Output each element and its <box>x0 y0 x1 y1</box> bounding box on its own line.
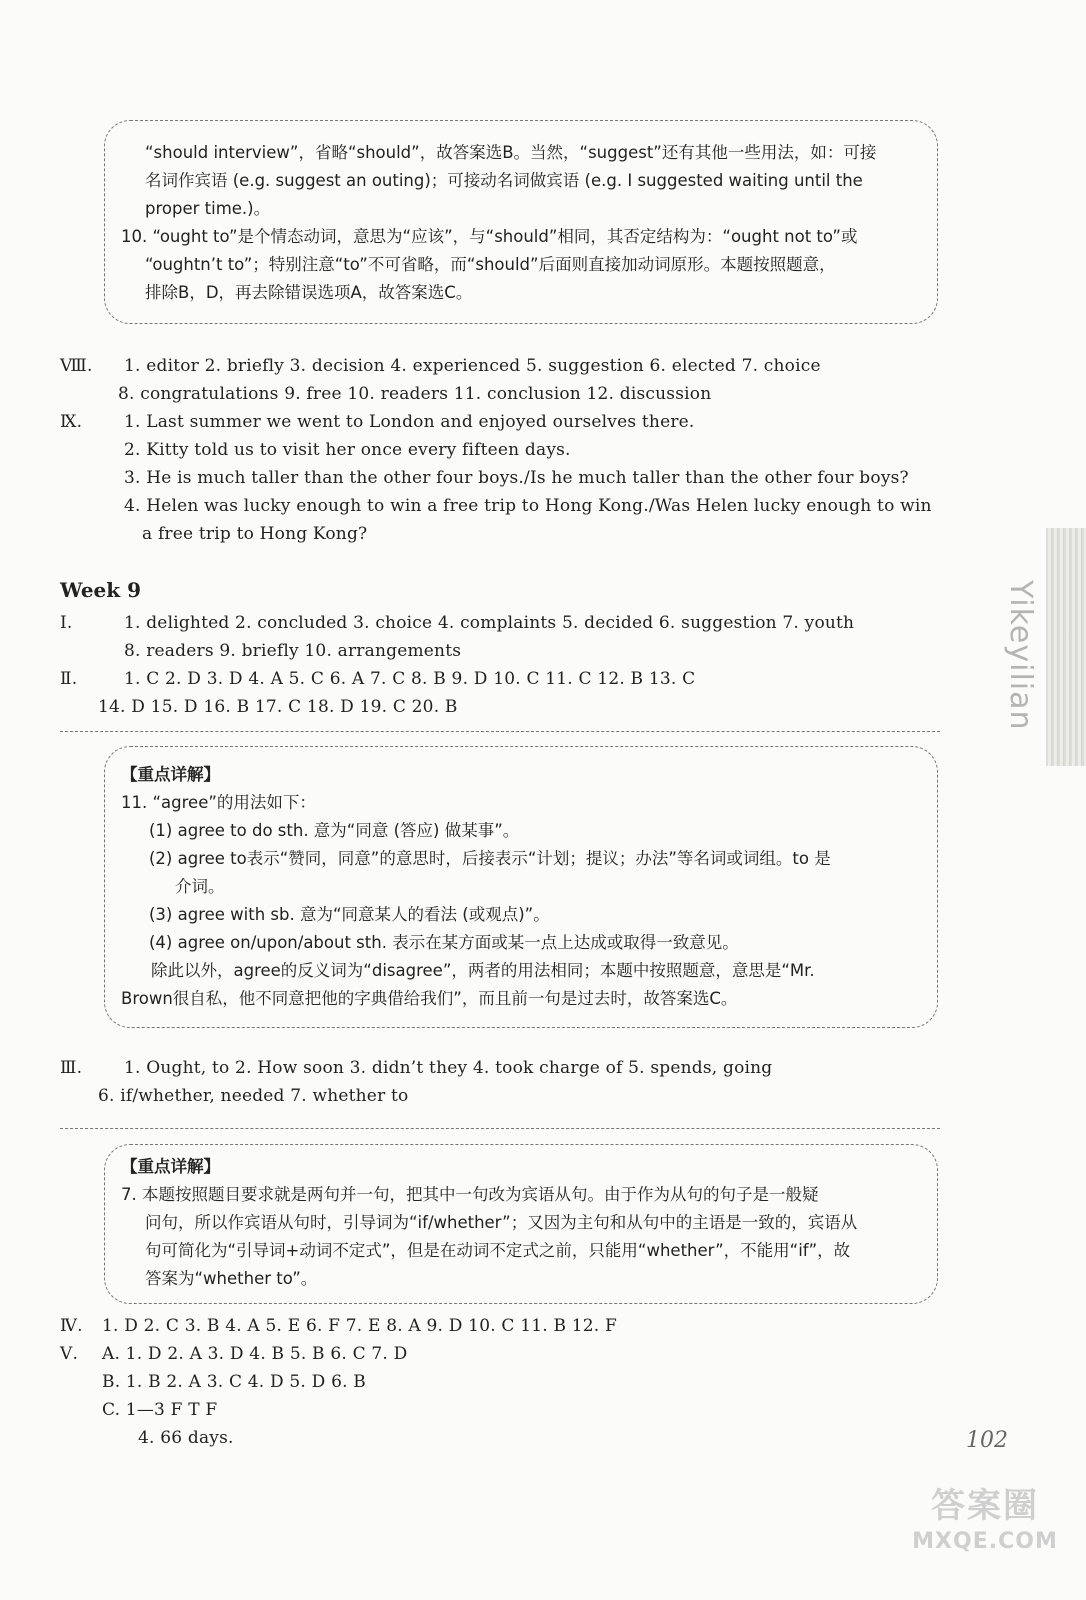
explanation-box-2 <box>104 746 938 1028</box>
week9-section-i-line-1: 1. delighted 2. concluded 3. choice 4. complaints 5. decided 6. suggestion 7. youth <box>124 613 855 633</box>
box1-line-2: 名词作宾语 (e.g. suggest an outing)；可接动名词做宾语 (e.g. I suggested waiting until the <box>145 171 863 190</box>
box3-heading: 【重点详解】 <box>121 1157 220 1176</box>
box2-summary-line-2: Brown很自私，他不同意把他的字典借给我们”，而且前一句是过去时，故答案选C。 <box>121 989 738 1008</box>
week9-section-i-line-2: 8. readers 9. briefly 10. arrangements <box>124 641 462 661</box>
box2-heading: 【重点详解】 <box>121 765 220 784</box>
week-title: Week 9 <box>60 578 142 602</box>
side-brand: Yikeyilian <box>1003 580 1038 731</box>
week9-section-iii-line-2: 6. if/whether, needed 7. whether to <box>98 1086 409 1106</box>
watermark-logo: 答案圈 <box>931 1486 1039 1526</box>
explanation-box-3 <box>104 1144 938 1304</box>
week9-section-ii-line-2: 14. D 15. D 16. B 17. C 18. D 19. C 20. B <box>98 697 458 717</box>
section-ix-label: Ⅸ. <box>60 412 83 432</box>
section-viii-line-2: 8. congratulations 9. free 10. readers 11. conclusion 12. discussion <box>118 384 712 404</box>
box1-item10-line-2: “oughtn’t to”；特别注意“to”不可省略，而“should”后面则直接加动词原形。本题按照题意， <box>145 255 836 274</box>
box3-line-1: 7. 本题按照题目要求就是两句并一句，把其中一句改为宾语从句。由于作为从句的句子是一般疑 <box>121 1185 819 1204</box>
section-viii-line-1: 1. editor 2. briefly 3. decision 4. experienced 5. suggestion 6. elected 7. choice <box>124 356 821 376</box>
explanation-box-1 <box>104 120 938 324</box>
divider-1 <box>60 731 940 732</box>
week9-section-v-b: B. 1. B 2. A 3. C 4. D 5. D 6. B <box>102 1372 366 1392</box>
box2-point-4: (4) agree on/upon/about sth. 表示在某方面或某一点上达成或取得一致意见。 <box>149 933 739 952</box>
week9-section-iv-line-1: 1. D 2. C 3. B 4. A 5. E 6. F 7. E 8. A 9. D 10. C 11. B 12. F <box>102 1316 617 1336</box>
week9-section-ii-label: Ⅱ. <box>60 669 78 689</box>
box1-line-1: “should interview”，省略“should”，故答案选B。当然，“suggest”还有其他一些用法，如：可接 <box>145 143 877 162</box>
section-ix-line-5: a free trip to Hong Kong? <box>142 524 368 544</box>
week9-section-v-c4: 4. 66 days. <box>138 1428 234 1448</box>
section-viii <box>60 352 821 408</box>
watermark <box>900 1488 1070 1588</box>
week9-section-i <box>60 609 854 665</box>
watermark-url: MXQE.COM <box>912 1529 1058 1554</box>
box2-point-1: (1) agree to do sth. 意为“同意 (答应) 做某事”。 <box>149 821 520 840</box>
box3-line-3: 句可简化为“引导词+动词不定式”，但是在动词不定式之前，只能用“whether”，不能用“if”，故 <box>145 1241 851 1260</box>
section-ix <box>60 408 932 548</box>
week9-section-iii-label: Ⅲ. <box>60 1058 83 1078</box>
box2-point-3: (3) agree with sb. 意为“同意某人的看法 (或观点)”。 <box>149 905 550 924</box>
box2-point-2: (2) agree to表示“赞同，同意”的意思时，后接表示“计划；提议；办法”等名词或词组。to 是 <box>149 849 831 868</box>
box1-line-3: proper time.)。 <box>145 199 271 218</box>
week9-section-iv <box>60 1312 617 1340</box>
week9-section-v-a: A. 1. D 2. A 3. D 4. B 5. B 6. C 7. D <box>102 1344 408 1364</box>
section-ix-line-2: 2. Kitty told us to visit her once every fifteen days. <box>124 440 571 460</box>
week9-section-v-c: C. 1—3 F T F <box>102 1400 218 1420</box>
week9-section-ii-line-1: 1. C 2. D 3. D 4. A 5. C 6. A 7. C 8. B 9. D 10. C 11. C 12. B 13. C <box>124 669 696 689</box>
section-viii-label: Ⅷ. <box>60 356 93 376</box>
section-ix-line-1: 1. Last summer we went to London and enjoyed ourselves there. <box>124 412 695 432</box>
box1-item10-line-1: 10. “ought to”是个情态动词，意思为“应该”，与“should”相同，其否定结构为：“ought not to”或 <box>121 227 858 246</box>
box2-point-2-cont: 介词。 <box>175 877 225 896</box>
week9-section-v <box>60 1340 407 1452</box>
box2-summary-line-1: 除此以外，agree的反义词为“disagree”，两者的用法相同；本题中按照题意，意思是“Mr. <box>151 961 815 980</box>
box3-line-4: 答案为“whether to”。 <box>145 1269 318 1288</box>
week9-section-iii-line-1: 1. Ought, to 2. How soon 3. didn’t they 4. took charge of 5. spends, going <box>124 1058 773 1078</box>
section-ix-line-4: 4. Helen was lucky enough to win a free trip to Hong Kong./Was Helen lucky enough to win <box>124 496 932 516</box>
week9-section-iii <box>60 1054 772 1110</box>
section-ix-line-3: 3. He is much taller than the other four boys./Is he much taller than the other four boys? <box>124 468 909 488</box>
page-edge-texture <box>1046 528 1086 766</box>
week9-section-iv-label: Ⅳ. <box>60 1316 83 1336</box>
box2-intro: 11. “agree”的用法如下： <box>121 793 316 812</box>
page-number: 102 <box>966 1428 1008 1453</box>
week9-section-ii <box>60 665 695 721</box>
box3-line-2: 问句，所以作宾语从句时，引导词为“if/whether”；又因为主句和从句中的主语是一致的，宾语从 <box>145 1213 858 1232</box>
divider-2 <box>60 1128 940 1129</box>
week9-section-v-label: Ⅴ. <box>60 1344 79 1364</box>
week9-section-i-label: Ⅰ. <box>60 613 73 633</box>
box1-item10-line-3: 排除B，D，再去除错误选项A，故答案选C。 <box>145 283 473 302</box>
